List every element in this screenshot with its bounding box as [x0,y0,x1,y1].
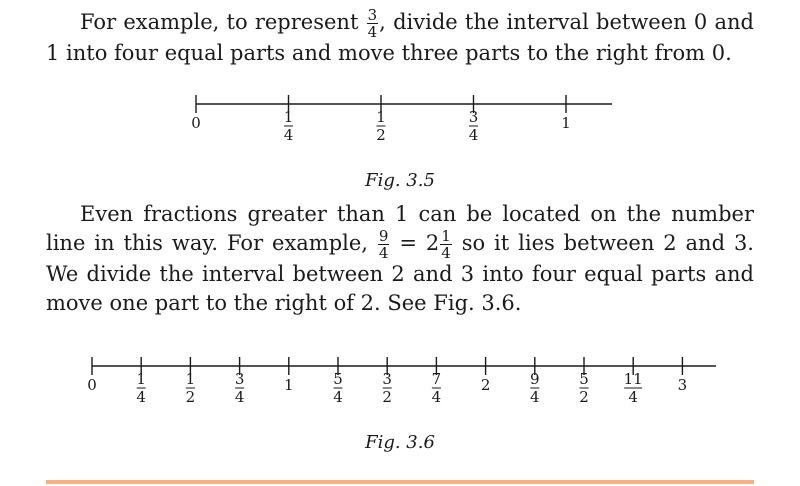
tick-label-denominator: 4 [431,388,442,406]
tick-label-numerator: 3 [382,370,392,388]
tick-label-denominator: 4 [136,388,146,406]
fraction-numerator: 9 [378,227,389,245]
tick-label-numerator: 1 [136,370,146,388]
tick-label-denominator: 4 [234,388,245,406]
para2-text-post: so it lies between 2 and 3. We divide the interval between 2 and 3 into four equal parts and move one part to the right of 2. See Fig. 3.6. [46,231,754,315]
figure-caption-3-5: Fig. 3.5 [365,170,435,191]
tick-label-fraction [376,108,386,144]
tick-label-denominator: 2 [376,126,386,144]
tick-label: 2 [480,376,491,394]
tick-label-fraction [469,108,479,144]
tick-label-fraction [136,370,146,406]
tick-label-numerator: 3 [234,370,245,388]
tick-label-numerator: 9 [530,370,540,388]
equals-sign: = [390,231,426,255]
tick-label-numerator: 5 [579,370,589,388]
tick-label-denominator: 2 [382,388,392,406]
fraction-denominator: 4 [367,23,378,41]
tick-label-fraction [382,370,392,406]
tick-label-numerator: 1 [283,108,294,126]
number-line-fig36 [0,350,800,430]
tick-label: 0 [87,376,97,394]
paragraph-fig36-intro [46,200,754,318]
tick-label-denominator: 2 [579,388,589,406]
tick-label-fraction [186,370,196,406]
tick-label-denominator: 4 [283,126,294,144]
paragraph-fig35-intro [46,8,754,68]
figure-caption-3-6: Fig. 3.6 [365,432,435,453]
tick-label-numerator: 1 [185,370,196,388]
fraction-numerator: 3 [367,6,378,24]
tick-label-fraction [624,370,643,406]
para1-text-before: For example, to represent [80,10,366,34]
fraction-three-quarters [367,8,379,39]
para1-text-after: , divide the interval between 0 and 1 into four equal parts and move three parts to the right from 0. [46,10,754,65]
tick-label-denominator: 2 [185,388,196,406]
tick-label-fraction [284,108,294,144]
fraction-denominator: 4 [378,244,389,262]
para2-text-pre: this way. For example, [123,231,377,255]
tick-label-fraction [333,370,343,406]
tick-label-numerator: 7 [431,370,442,388]
para2-line1: Even fractions greater than 1 can be located on the number line in [46,202,754,255]
tick-label-fraction [579,370,589,406]
tick-label-denominator: 4 [530,388,540,406]
tick-label: 0 [191,114,201,132]
tick-label-numerator: 5 [333,370,343,388]
mixed-number-whole: 2 [425,231,440,255]
tick-label: 3 [677,376,688,394]
tick-label-numerator: 11 [623,370,643,388]
footer-rule [46,480,754,484]
fraction-numerator: 1 [441,227,451,245]
tick-label-numerator: 1 [376,108,386,126]
tick-label-numerator: 3 [468,108,479,126]
tick-label-fraction [530,370,540,406]
tick-label-denominator: 4 [628,388,638,406]
tick-label: 1 [284,376,294,394]
tick-label-fraction [432,370,442,406]
tick-label: 1 [561,114,571,132]
mixed-number-fraction [440,229,452,260]
tick-label-denominator: 4 [333,388,343,406]
tick-label-fraction [235,370,245,406]
fraction-nine-quarters [378,229,390,260]
tick-label-denominator: 4 [468,126,479,144]
fraction-denominator: 4 [441,244,451,262]
